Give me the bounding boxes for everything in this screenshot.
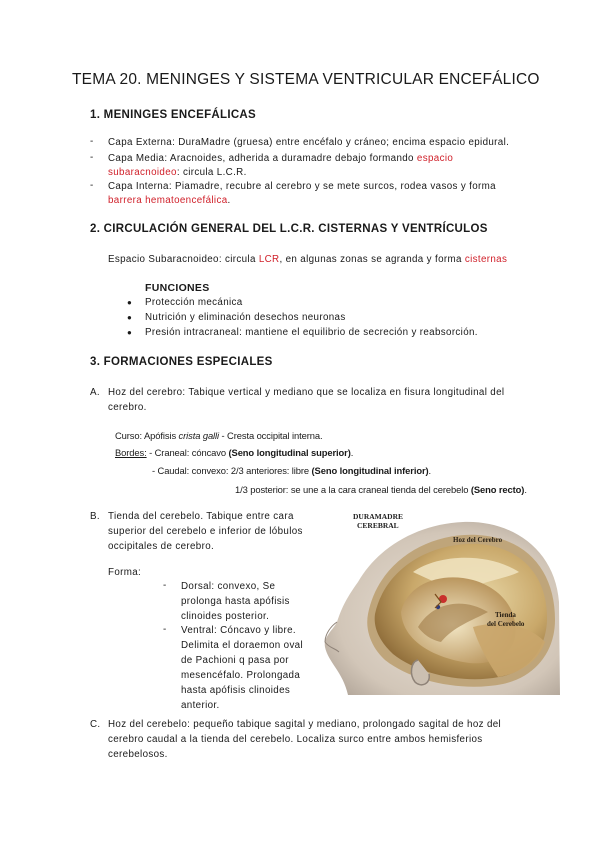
- page-title: TEMA 20. MENINGES Y SISTEMA VENTRICULAR ENCEFÁLICO: [72, 71, 540, 88]
- paragraph: Tienda del cerebelo. Tabique entre cara: [108, 511, 294, 522]
- text-run: - Caudal: convexo: 2/3 anteriores: libre: [152, 465, 312, 476]
- bold-text: (Seno recto): [470, 484, 525, 495]
- highlight-text: LCR: [258, 254, 280, 265]
- figure-label: DURAMADRE: [353, 512, 403, 521]
- curso-line: [115, 430, 323, 441]
- dash-marker: -: [90, 136, 94, 147]
- text-run: Capa Media: Aracnoides, adherida a duramadre debajo formando: [108, 153, 417, 164]
- bold-text: (Seno longitudinal inferior): [311, 465, 429, 476]
- dash-marker: -: [163, 580, 167, 591]
- text-run: - Cresta occipital interna.: [219, 430, 323, 441]
- list-item: [108, 153, 453, 164]
- figure-label: del Cerebelo: [487, 620, 525, 628]
- paragraph-continuation: superior del cerebelo e inferior de lóbulos: [108, 526, 303, 537]
- paragraph-continuation: cerebro.: [108, 402, 147, 413]
- paragraph: [108, 254, 507, 265]
- list-item-continuation: clinoides posterior.: [181, 611, 270, 622]
- bold-text: (Seno longitudinal superior): [228, 447, 351, 458]
- bordes-line: [115, 447, 353, 458]
- list-item-continuation: prolonga hasta apófisis: [181, 596, 290, 607]
- highlight-text: barrera hematoencefálica: [108, 195, 228, 206]
- list-item-continuation: hasta apófisis clinoides: [181, 685, 291, 696]
- text-run: 1/3 posterior: se une a la cara craneal tienda del cerebelo: [235, 484, 471, 495]
- list-item: Nutrición y eliminación desechos neuronas: [145, 312, 346, 323]
- dash-marker: -: [90, 152, 94, 163]
- section-3-heading: 3. FORMACIONES ESPECIALES: [90, 356, 273, 368]
- paragraph-continuation: cerebelosos.: [108, 749, 168, 760]
- dura-mater-illustration: [323, 502, 560, 695]
- paragraph-continuation: cerebro caudal a la tienda del cerebelo. Localiza surco entre ambos hemisferios: [108, 734, 483, 745]
- paragraph: Hoz del cerebelo: pequeño tabique sagital y mediano, prolongado sagital de hoz del: [108, 719, 502, 730]
- list-item: Protección mecánica: [145, 297, 243, 308]
- bullet-dot: ●: [127, 298, 132, 307]
- list-item-continuation: mesencéfalo. Prolongada: [181, 670, 301, 681]
- list-item: Capa Interna: Piamadre, recubre al cerebro y se mete surcos, rodea vasos y forma: [108, 181, 496, 192]
- dash-marker: -: [163, 624, 167, 635]
- section-2-heading: 2. CIRCULACIÓN GENERAL DEL L.C.R. CISTERNAS Y VENTRÍCULOS: [90, 223, 488, 235]
- list-item-continuation: [108, 195, 231, 206]
- dash-marker: -: [90, 180, 94, 191]
- bullet-dot: ●: [127, 328, 132, 337]
- list-item-continuation: anterior.: [181, 700, 220, 711]
- bordes-label: Bordes:: [115, 447, 147, 458]
- text-run: .: [428, 465, 432, 476]
- figure-label: CEREBRAL: [357, 521, 399, 530]
- list-item-continuation: [108, 167, 247, 178]
- posterior-line: [235, 484, 527, 495]
- caudal-line: [152, 465, 431, 476]
- text-run: .: [350, 447, 354, 458]
- forma-label: Forma:: [108, 567, 142, 578]
- text-run: Curso: Apófisis: [115, 430, 179, 441]
- list-item: Capa Externa: DuraMadre (gruesa) entre encéfalo y cráneo; encima espacio epidural.: [108, 137, 510, 148]
- text-run: , en algunas zonas se agranda y forma: [279, 254, 465, 265]
- list-item: Dorsal: convexo, Se: [181, 581, 276, 592]
- item-label: B.: [90, 511, 100, 522]
- paragraph-continuation: occipitales de cerebro.: [108, 541, 215, 552]
- text-run: - Craneal: cóncavo: [146, 447, 229, 458]
- highlight-text: subaracnoideo: [108, 167, 177, 178]
- highlight-text: cisternas: [464, 254, 508, 265]
- paragraph: Hoz del cerebro: Tabique vertical y mediano que se localiza en fisura longitudinal del: [108, 387, 505, 398]
- text-run: Espacio Subaracnoideo: circula: [108, 254, 259, 265]
- head-anatomy-drawing: [323, 502, 560, 695]
- item-label: A.: [90, 387, 100, 398]
- text-run: .: [227, 195, 231, 206]
- list-item-continuation: de Pachioni q pasa por: [181, 655, 289, 666]
- figure-label: Tienda: [495, 611, 516, 619]
- text-run: : circula L.C.R.: [176, 167, 247, 178]
- section-1-heading: 1. MENINGES ENCEFÁLICAS: [90, 109, 257, 121]
- item-label: C.: [90, 719, 101, 730]
- highlight-text: espacio: [416, 153, 454, 164]
- italic-text: crista galli: [178, 430, 220, 441]
- text-run: .: [524, 484, 527, 495]
- list-item: Ventral: Cóncavo y libre.: [181, 625, 296, 636]
- list-item: Presión intracraneal: mantiene el equilibrio de secreción y reabsorción.: [145, 327, 478, 338]
- funciones-heading: FUNCIONES: [145, 282, 210, 294]
- figure-label: Hoz del Cerebro: [453, 536, 503, 544]
- list-item-continuation: Delimita el doraemon oval: [181, 640, 304, 651]
- bullet-dot: ●: [127, 313, 132, 322]
